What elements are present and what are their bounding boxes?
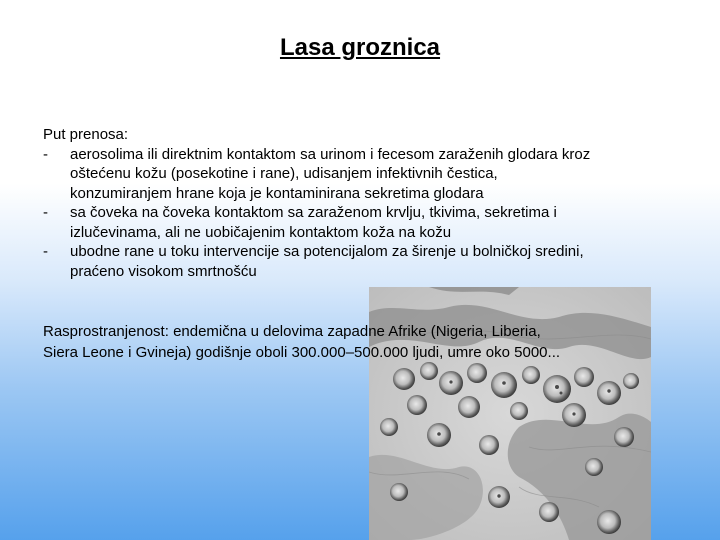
bullet-line: sa čoveka na čoveka kontaktom sa zaraženom krvlju, tkivima, sekretima i: [70, 204, 557, 221]
bullet-item: [43, 203, 683, 242]
bullet-line: oštećenu kožu (posekotine i rane), udisanjem infektivnih čestica,: [70, 165, 498, 182]
bullet-line: izlučevinama, ali ne uobičajenim kontaktom koža na kožu: [70, 223, 452, 241]
bullet-marker: -: [43, 243, 48, 260]
page-title: Lasa groznica: [279, 34, 441, 61]
transmission-section: [43, 125, 683, 281]
distribution-line: Rasprostranjenost: endemična u delovima zapadne Afrike (Nigeria, Liberia,: [43, 323, 541, 340]
bullet-line: aerosolima ili direktnim kontaktom sa urinom i fecesom zaraženih glodara kroz: [70, 145, 591, 163]
bullet-marker: -: [43, 204, 48, 221]
bullet-marker: -: [43, 145, 48, 163]
bullet-line: ubodne rane u toku intervencije sa potencijalom za širenje u bolničkoj sredini,: [70, 243, 584, 260]
distribution-line: Siera Leone i Gvineja) godišnje oboli 300.000–500.000 ljudi, umre oko 5000...: [43, 344, 561, 361]
bullet-line: praćeno visokom smrtnošću: [70, 262, 257, 280]
bullet-item: [43, 145, 683, 204]
bullet-item: [43, 242, 683, 281]
bullet-line: konzumiranjem hrane koja je kontaminirana sekretima glodara: [70, 184, 484, 202]
transmission-heading: Put prenosa:: [43, 126, 129, 143]
distribution-paragraph: [43, 321, 683, 363]
